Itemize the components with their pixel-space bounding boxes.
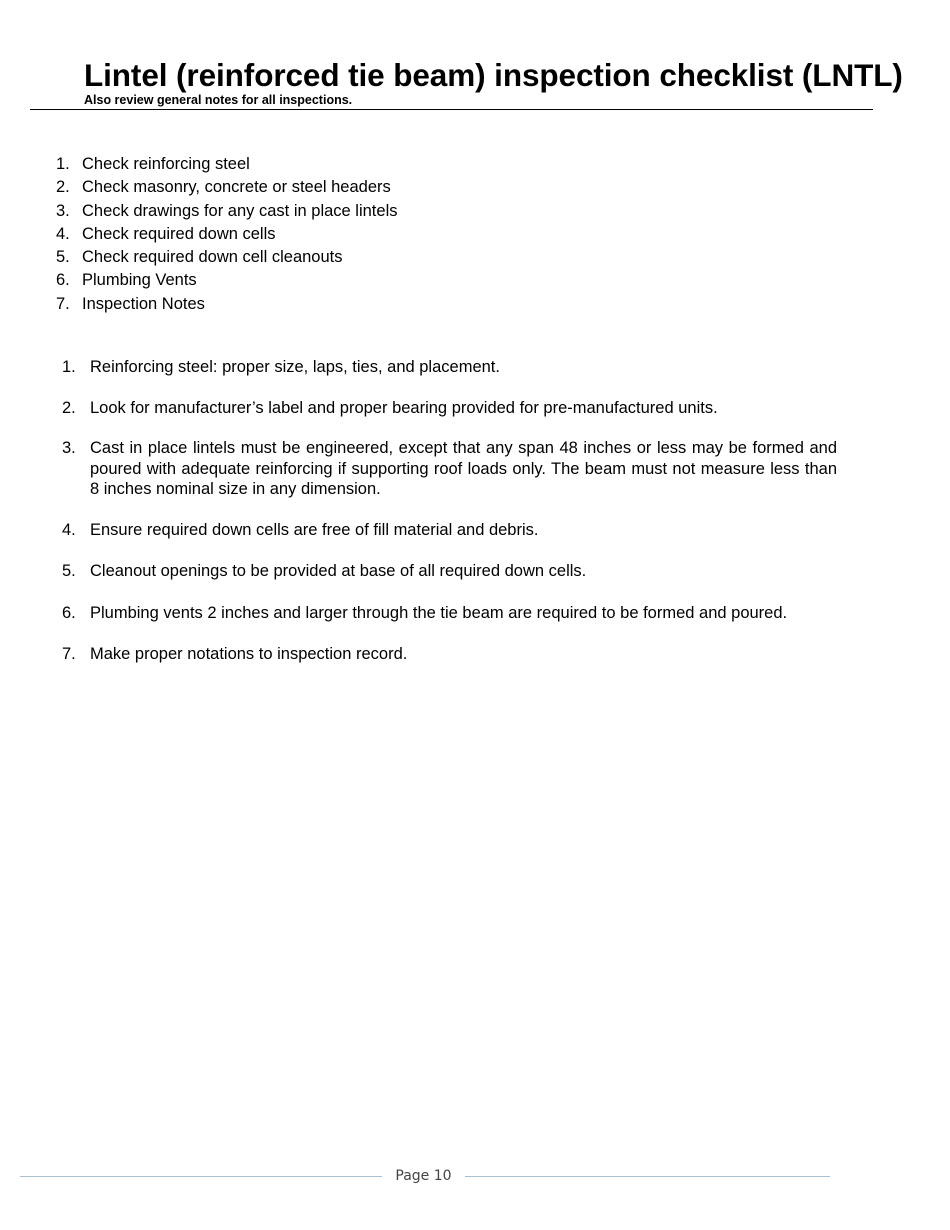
page-number: Page 10 — [395, 1168, 452, 1184]
header-divider — [30, 109, 873, 110]
note-item-number: 5. — [62, 562, 76, 580]
checklist-item — [56, 223, 397, 246]
notes-list — [62, 357, 837, 665]
checklist-item-number: 1. — [56, 155, 70, 173]
checklist-item-number: 5. — [56, 248, 70, 267]
note-item — [62, 644, 837, 665]
checklist-item-number: 4. — [56, 224, 70, 243]
checklist-item-text: Check required down cells — [82, 224, 276, 243]
note-item — [62, 357, 837, 378]
footer-rule-right — [465, 1176, 830, 1177]
checklist-item — [56, 246, 397, 269]
checklist-item-text: Inspection Notes — [82, 294, 205, 313]
page-subtitle: Also review general notes for all inspections. — [84, 93, 353, 107]
checklist-item-text: Check required down cell cleanouts — [82, 248, 343, 267]
note-item-text: Look for manufacturer’s label and proper bearing provided for pre-manufactured units. — [90, 398, 718, 417]
checklist-item — [56, 176, 397, 199]
checklist — [56, 153, 397, 316]
checklist-item — [56, 269, 397, 292]
note-item-number: 7. — [62, 645, 76, 663]
checklist-item-text: Plumbing Vents — [82, 271, 197, 290]
note-item-number: 1. — [62, 358, 76, 376]
footer-rule-left — [20, 1176, 382, 1177]
note-item-number: 6. — [62, 603, 76, 622]
note-item — [62, 603, 837, 624]
note-item-number: 2. — [62, 398, 76, 417]
note-item-text: Cast in place lintels must be engineered, except that any span 48 inches or less may be formed and poured with adequate reinforcing if supporting roof loads only. The beam must not measure less than 8 inches nominal size in any dimension. — [90, 439, 837, 498]
checklist-item-number: 3. — [56, 201, 70, 220]
note-item-text: Ensure required down cells are free of fill material and debris. — [90, 520, 539, 539]
checklist-item — [56, 293, 397, 316]
page-footer — [20, 1166, 830, 1188]
note-item — [62, 520, 837, 541]
checklist-item-number: 7. — [56, 294, 70, 313]
note-item — [62, 398, 837, 419]
note-item-text: Plumbing vents 2 inches and larger through the tie beam are required to be formed and poured. — [90, 603, 788, 622]
note-item-number: 4. — [62, 520, 76, 539]
checklist-item-text: Check drawings for any cast in place lintels — [82, 201, 398, 220]
checklist-item-text: Check reinforcing steel — [82, 155, 250, 173]
note-item-number: 3. — [62, 439, 76, 457]
checklist-item — [56, 200, 397, 223]
note-item-text: Cleanout openings to be provided at base of all required down cells. — [90, 562, 587, 580]
checklist-item — [56, 153, 397, 176]
checklist-item-number: 6. — [56, 271, 70, 290]
note-item-text: Make proper notations to inspection record. — [90, 645, 408, 663]
checklist-item-text: Check masonry, concrete or steel headers — [82, 178, 391, 197]
note-item-text: Reinforcing steel: proper size, laps, ties, and placement. — [90, 358, 500, 376]
note-item — [62, 438, 837, 500]
checklist-item-number: 2. — [56, 178, 70, 197]
note-item — [62, 561, 837, 582]
page-title: Lintel (reinforced tie beam) inspection checklist (LNTL) — [84, 57, 903, 93]
